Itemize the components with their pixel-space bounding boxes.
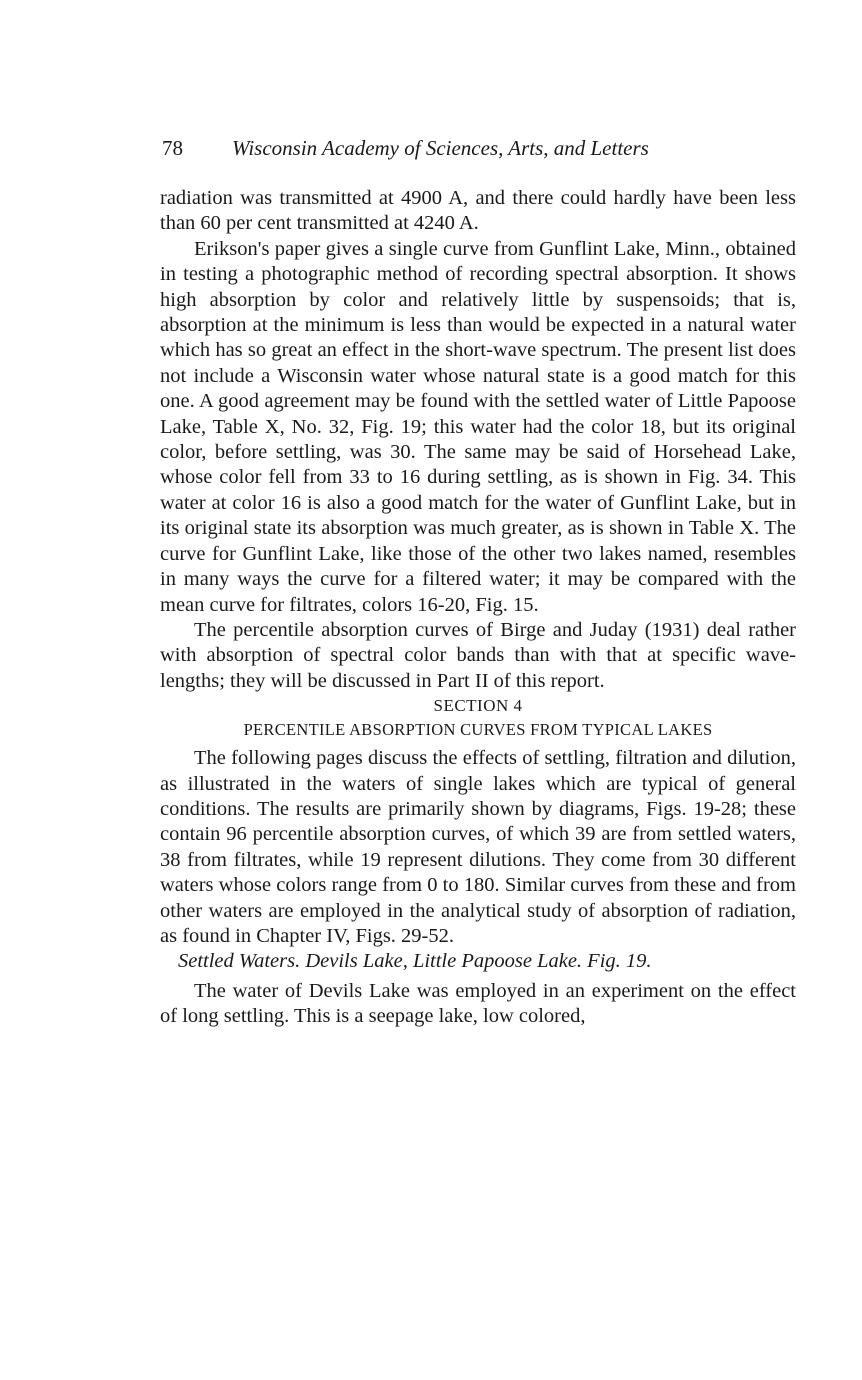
body-text: [160, 186, 796, 1030]
running-title: Wisconsin Academy of Sciences, Arts, and Letters: [232, 136, 649, 160]
subheading-settled-waters: Settled Waters. Devils Lake, Little Papoose Lake. Fig. 19.: [178, 950, 652, 973]
paragraph-devils-lake: The water of Devils Lake was employed in an experiment on the effect of long settling. This is a seepage lake, low colored,: [160, 979, 796, 1028]
paragraph-erikson: Erikson's paper gives a single curve from Gunflint Lake, Minn., obtained in testing a photographic method of recording spectral absorption. It shows high absorption by color and relatively little by suspensoids; that is, absorption at the minimum is less than would be expected in a natural water which has so great an effect in the short-wave spectrum. The present list does not include a Wisconsin water whose natural state is a good match for this one. A good agreement may be found with the settled water of Little Papoose Lake, Table X, No. 32, Fig. 19; this water had the color 18, but its original color, before settling, was 30. The same may be said of Horsehead Lake, whose color fell from 33 to 16 during settling, as is shown in Fig. 34. This water at color 16 is also a good match for the water of Gunflint Lake, but in its original state its absorption was much greater, as is shown in Table X. The curve for Gunflint Lake, like those of the other two lakes named, resembles in many ways the curve for a filtered water; it may be compared with the mean curve for filtrates, colors 16-20, Fig. 15.: [160, 237, 796, 616]
paragraph-continuation: radiation was transmitted at 4900 A, and there could hardly have been less than 60 per cent transmitted at 4240 A.: [160, 187, 796, 235]
page-header: [162, 134, 802, 162]
paragraph-birge-juday: The percentile absorption curves of Birge and Juday (1931) deal rather with absorption of spectral color bands than with that at specific wave-lengths; they will be discussed in Part II of this report.: [160, 618, 796, 692]
section-number: SECTION 4: [433, 696, 523, 716]
page-number: 78: [162, 136, 183, 160]
paragraph-following-pages: The following pages discuss the effects of settling, filtration and dilution, as illustrated in the waters of single lakes which are typical of general conditions. The results are primarily shown by diagrams, Figs. 19-28; these contain 96 percentile absorption curves, of which 39 are from settled waters, 38 from filtrates, while 19 represent dilutions. They come from 30 different waters whose colors range from 0 to 180. Similar curves from these and from other waters are employed in the analytical study of absorption of radiation, as found in Chapter IV, Figs. 29-52.: [160, 747, 796, 947]
section-title: PERCENTILE ABSORPTION CURVES FROM TYPICAL LAKES: [243, 720, 713, 740]
